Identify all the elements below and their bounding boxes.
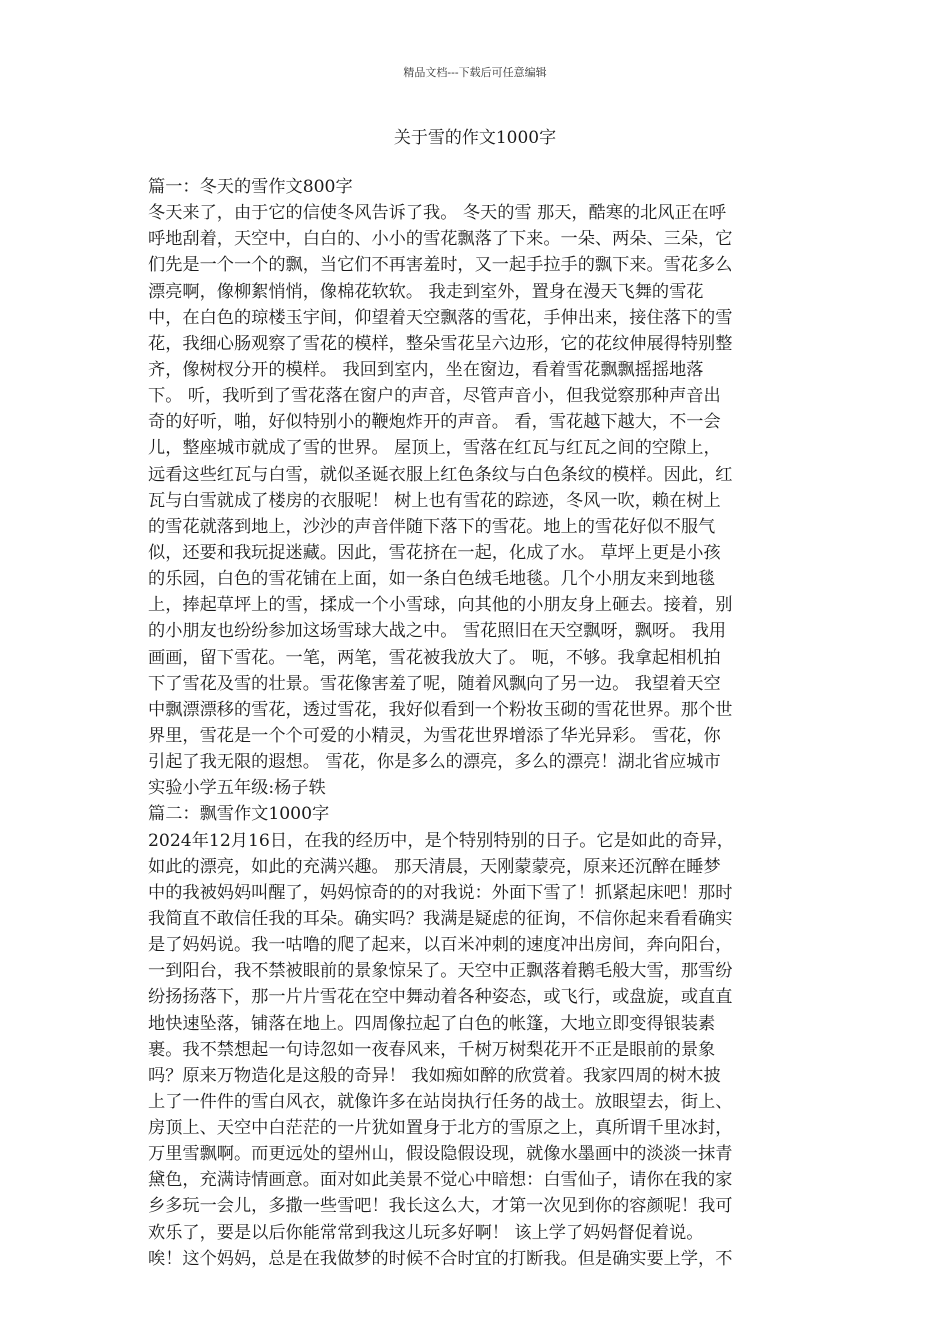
text-line: 的乐园，白色的雪花铺在上面，如一条白色绒毛地毯。几个小朋友来到地毯 — [148, 569, 716, 590]
text-line: 万里雪飘啊。而更远处的望州山，假设隐假设现，就像水墨画中的淡淡一抹青 — [148, 1144, 733, 1165]
text-line: 裹。我不禁想起一句诗忽如一夜春风来，千树万树梨花开不正是眼前的景象 — [148, 1039, 716, 1060]
text-line: 画画，留下雪花。一笔，两笔，雪花被我放大了。 呃，不够。我拿起相机拍 — [148, 647, 721, 668]
text-line: 下了雪花及雪的壮景。雪花像害羞了呢，随着风飘向了另一边。 我望着天空 — [148, 673, 721, 694]
text-line: 黛色，充满诗情画意。面对如此美景不觉心中暗想：白雪仙子，请你在我的家 — [148, 1170, 733, 1191]
text-line: 上，捧起草坪上的雪，揉成一个小雪球，向其他的小朋友身上砸去。接着，别 — [148, 595, 733, 616]
document-body — [148, 174, 804, 1272]
text-line: 冬天来了，由于它的信使冬风告诉了我。 冬天的雪 那天，酷寒的北风正在呼 — [148, 203, 727, 224]
text-line: 篇一：冬天的雪作文800字 — [148, 177, 353, 197]
text-line: 纷扬扬落下，那一片片雪花在空中舞动着各种姿态，或飞行，或盘旋，或直直 — [148, 987, 733, 1008]
text-line: 地快速坠落，铺落在地上。四周像拉起了白色的帐篷，大地立即变得银装素 — [148, 1013, 716, 1034]
text-line: 下。 听，我听到了雪花落在窗户的声音，尽管声音小，但我觉察那种声音出 — [148, 386, 721, 407]
text-line: 一到阳台，我不禁被眼前的景象惊呆了。天空中正飘落着鹅毛般大雪，那雪纷 — [148, 961, 733, 982]
text-line: 引起了我无限的遐想。 雪花，你是多么的漂亮，多么的漂亮！湖北省应城市 — [148, 752, 721, 773]
text-line: 吗？原来万物造化是这般的奇异！ 我如痴如醉的欣赏着。我家四周的树木披 — [148, 1065, 721, 1086]
text-line: 齐，像树杈分开的模样。 我回到室内，坐在窗边，看着雪花飘飘摇摇地落 — [148, 359, 704, 380]
text-line: 2024年12月16日，在我的经历中，是个特别特别的日子。它是如此的奇异， — [148, 830, 734, 851]
text-line: 如此的漂亮，如此的充满兴趣。 那天清晨，天刚蒙蒙亮，原来还沉醉在睡梦 — [148, 856, 721, 877]
text-line: 唉！这个妈妈，总是在我做梦的时候不合时宜的打断我。但是确实要上学，不 — [148, 1248, 733, 1269]
text-line: 中的我被妈妈叫醒了，妈妈惊奇的的对我说：外面下雪了！抓紧起床吧！那时 — [148, 882, 733, 903]
page-header: 精品文档---下载后可任意编辑 — [403, 66, 547, 79]
text-line: 上了一件件的雪白风衣，就像许多在站岗执行任务的战士。放眼望去，街上、 — [148, 1091, 733, 1112]
text-line: 欢乐了，要是以后你能常常到我这儿玩多好啊！ 该上学了妈妈督促着说。 — [148, 1222, 704, 1243]
text-line: 是了妈妈说。我一咕噜的爬了起来，以百米冲刺的速度冲出房间，奔向阳台， — [148, 935, 733, 956]
text-line: 似，还要和我玩捉迷藏。因此，雪花挤在一起，化成了水。 草坪上更是小孩 — [148, 542, 721, 563]
text-line: 界里，雪花是一个个可爱的小精灵，为雪花世界增添了华光异彩。 雪花，你 — [148, 725, 721, 746]
text-line: 儿，整座城市就成了雪的世界。 屋顶上，雪落在红瓦与红瓦之间的空隙上， — [148, 438, 721, 459]
text-line: 乡多玩一会儿，多撒一些雪吧！我长这么大，才第一次见到你的容颜呢！我可 — [148, 1196, 733, 1217]
text-line: 我简直不敢信任我的耳朵。确实吗？我满是疑虑的征询，不信你起来看看确实 — [148, 908, 733, 929]
text-line: 中飘漂漂移的雪花，透过雪花，我好似看到一个粉妆玉砌的雪花世界。那个世 — [148, 699, 733, 720]
text-line: 奇的好听，啪，好似特别小的鞭炮炸开的声音。 看，雪花越下越大，不一会 — [148, 412, 721, 433]
text-line: 花，我细心肠观察了雪花的模样，整朵雪花呈六边形，它的花纹伸展得特别整 — [148, 333, 733, 354]
text-line: 漂亮啊，像柳絮悄悄，像棉花软软。 我走到室外，置身在漫天飞舞的雪花 — [148, 281, 704, 302]
text-line: 瓦与白雪就成了楼房的衣服呢！ 树上也有雪花的踪迹，冬风一吹，赖在树上 — [148, 490, 721, 511]
text-line: 远看这些红瓦与白雪，就似圣诞衣服上红色条纹与白色条纹的模样。因此，红 — [148, 464, 733, 485]
text-line: 的小朋友也纷纷参加这场雪球大战之中。 雪花照旧在天空飘呀，飘呀。 我用 — [148, 621, 727, 642]
text-line: 中，在白色的琼楼玉宇间，仰望着天空飘落的雪花，手伸出来，接住落下的雪 — [148, 307, 733, 328]
text-line: 篇二：飘雪作文1000字 — [148, 804, 330, 825]
text-line: 们先是一个一个的飘，当它们不再害羞时，又一起手拉手的飘下来。雪花多么 — [148, 255, 733, 276]
text-line: 实验小学五年级:杨子轶 — [148, 778, 326, 799]
text-line: 房顶上、天空中白茫茫的一片犹如置身于北方的雪原之上，真所谓千里冰封， — [148, 1118, 733, 1139]
text-line: 的雪花就落到地上，沙沙的声音伴随下落下的雪花。地上的雪花好似不服气 — [148, 516, 716, 537]
document-title: 关于雪的作文1000字 — [393, 128, 557, 148]
text-line: 呼地刮着，天空中，白白的、小小的雪花飘落了下来。一朵、两朵、三朵，它 — [148, 229, 733, 250]
